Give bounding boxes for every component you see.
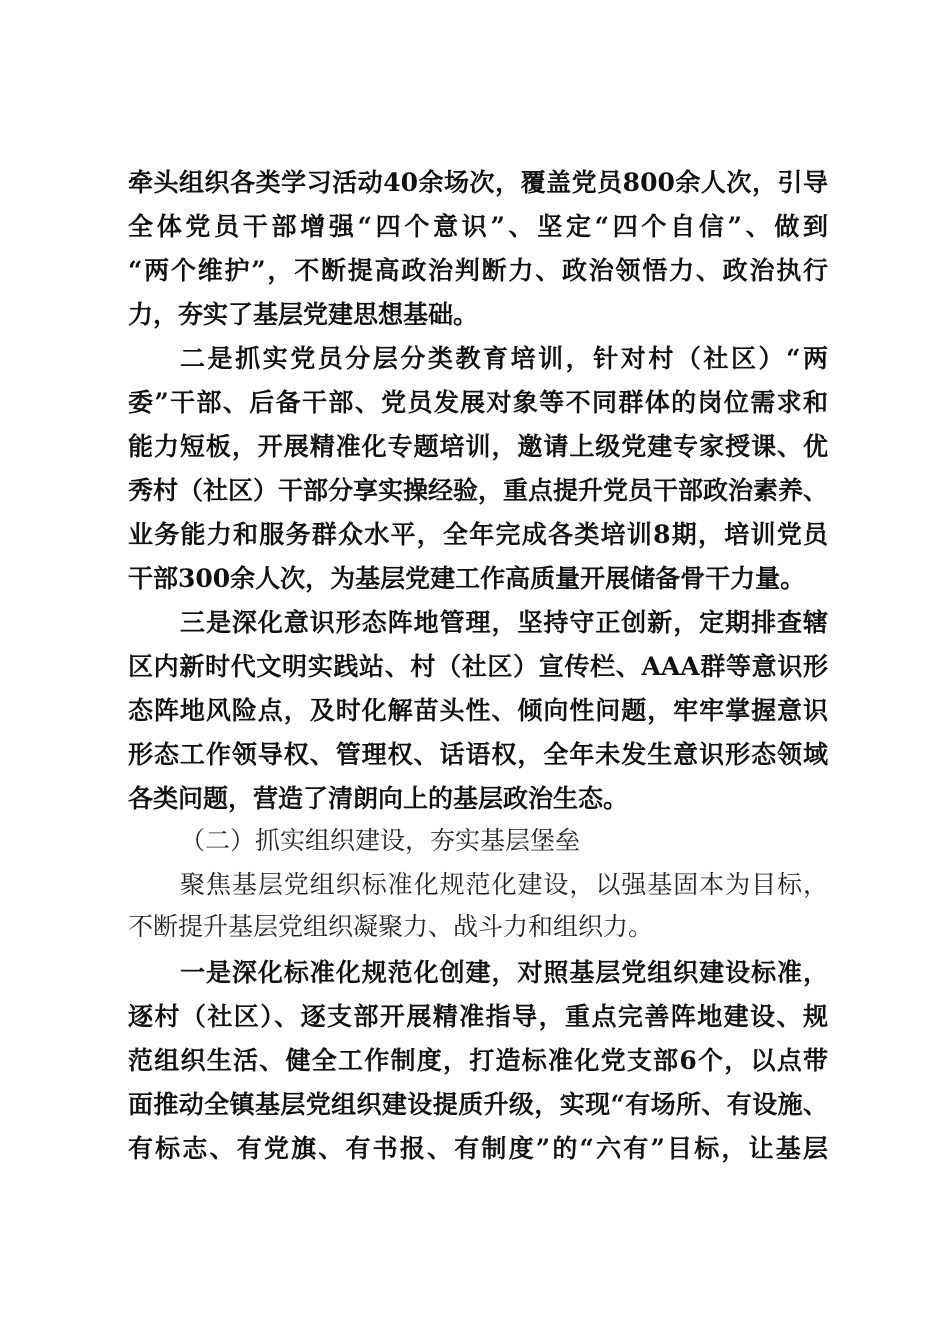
text-line-17: 聚焦基层党组织标准化规范化建设，以强基固本为目标， — [180, 870, 828, 899]
text-line-6: 委”干部、后备干部、党员发展对象等不同群体的岗位需求和 — [128, 388, 828, 417]
text-line-11: 三是深化意识形态阵地管理，坚持守正创新，定期排查辖 — [180, 608, 828, 637]
text-line-10: 干部300余人次，为基层党建工作高质量开展储备骨干力量。 — [128, 564, 806, 593]
text-line-4: 力，夯实了基层党建思想基础。 — [128, 300, 479, 329]
text-line-20: 逐村（社区）、逐支部开展精准指导，重点完善阵地建设、规 — [128, 1002, 828, 1031]
text-line-3: “两个维护”，不断提高政治判断力、政治领悟力、政治执行 — [128, 256, 828, 285]
text-line-23: 有标志、有党旗、有书报、有制度”的“六有”目标，让基层 — [128, 1134, 828, 1163]
text-line-12: 区内新时代文明实践站、村（社区）宣传栏、AAA群等意识形 — [128, 652, 828, 681]
text-line-15: 各类问题，营造了清朗向上的基层政治生态。 — [128, 784, 629, 813]
text-line-21: 范组织生活、健全工作制度，打造标准化党支部6个，以点带 — [128, 1046, 828, 1075]
text-line-13: 态阵地风险点，及时化解苗头性、倾向性问题，牢牢掌握意识 — [128, 696, 828, 725]
text-line-22: 面推动全镇基层党组织建设提质升级，实现“有场所、有设施、 — [128, 1090, 828, 1119]
text-line-18: 不断提升基层党组织凝聚力、战斗力和组织力。 — [128, 912, 654, 941]
text-line-7: 能力短板，开展精准化专题培训，邀请上级党建专家授课、优 — [128, 432, 828, 461]
text-line-14: 形态工作领导权、管理权、话语权，全年未发生意识形态领域 — [128, 740, 828, 769]
text-line-8: 秀村（社区）干部分享实操经验，重点提升党员干部政治素养、 — [128, 476, 829, 505]
text-line-9: 业务能力和服务群众水平，全年完成各类培训8期，培训党员 — [128, 520, 828, 549]
text-line-2: 全体党员干部增强“四个意识”、坚定“四个自信”、做到 — [128, 212, 828, 241]
text-line-19: 一是深化标准化规范化创建，对照基层党组织建设标准， — [180, 958, 828, 987]
text-line-1: 牵头组织各类学习活动40余场次，覆盖党员800余人次，引导 — [128, 168, 828, 197]
text-line-5: 二是抓实党员分层分类教育培训，针对村（社区）“两 — [180, 344, 828, 373]
section-heading: （二）抓实组织建设，夯实基层堡垒 — [180, 826, 581, 855]
